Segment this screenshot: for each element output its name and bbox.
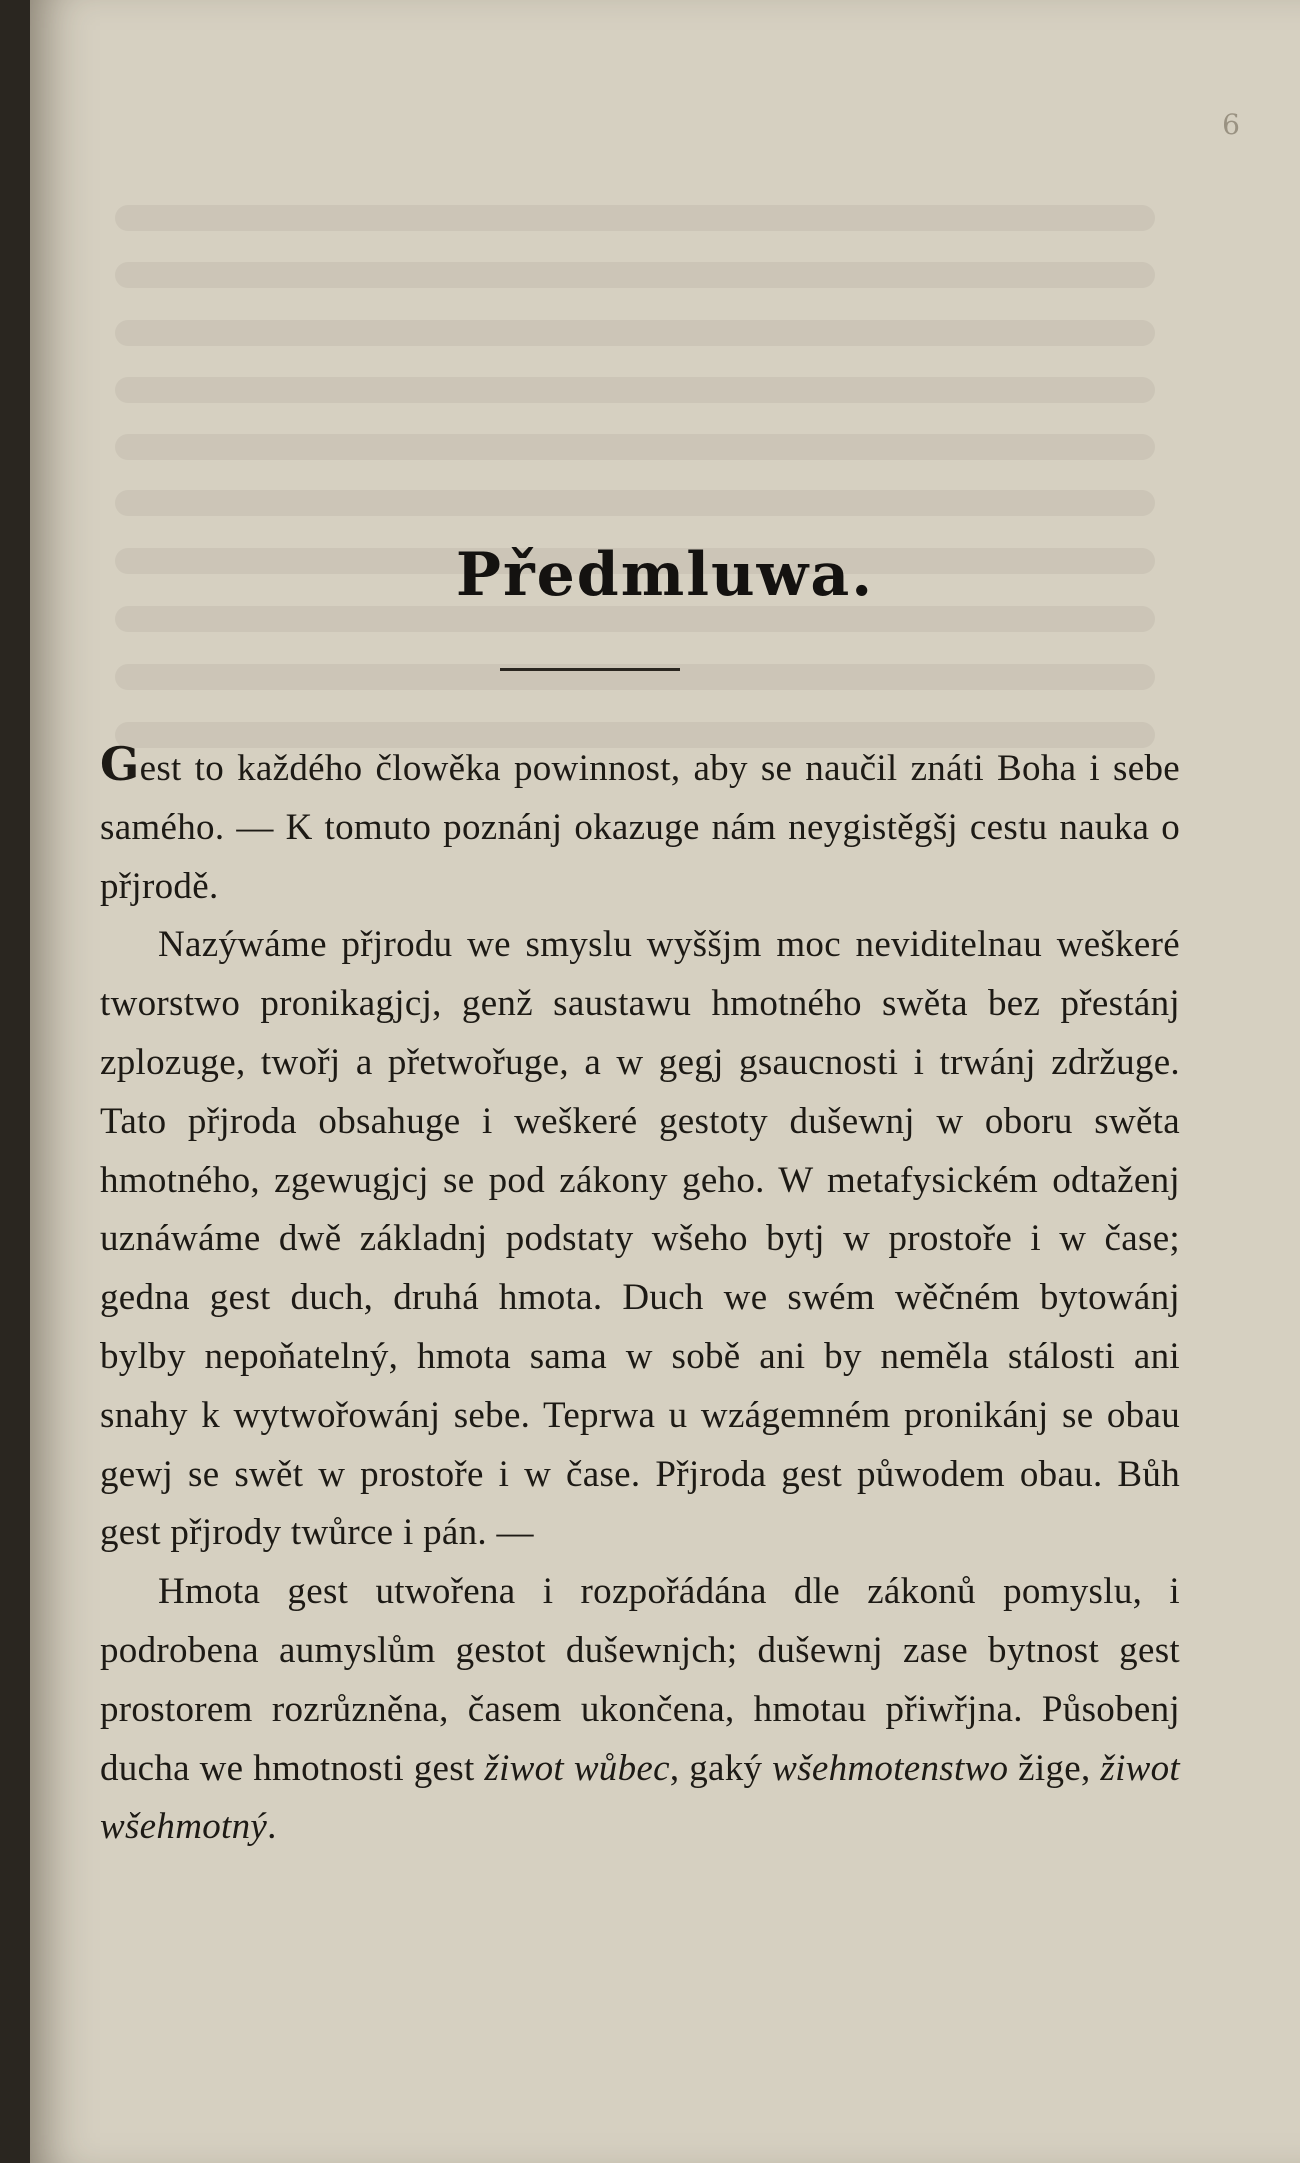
italic-term-3: žiwot wšehmotný	[100, 1747, 1181, 1848]
paragraph-3	[100, 1563, 1180, 1857]
paragraph-3-text-start: Hmota gest utwořena i rozpořádána dle zákonů pomyslu, i podrobena aumyslům gestot dušewnjch; dušewnj zase bytnost gest prostorem rozrůzněna, časem ukončena, hmotau přiwřjna. Působenj ducha we hmotnosti gest	[100, 1571, 1180, 1789]
paragraph-3-text-end: .	[267, 1806, 277, 1848]
body-text	[100, 735, 1180, 1857]
paragraph-3-text-mid-1: , gaký	[669, 1747, 773, 1789]
paragraph-1-text: est to každého člowěka powinnost, aby se naučil znáti Boha i sebe samého. — K tomuto poznánj okazuge nám neygistěgšj cestu nauka o přjrodě.	[100, 748, 1180, 907]
page-sheet	[30, 0, 1300, 2163]
paragraph-2: Nazýwáme přjrodu we smyslu wyššjm moc neviditelnau weškeré tworstwo pronikagjcj, genž saustawu hmotného swěta bez přestánj zplozuge, twořj a přetwořuge, a w gegj gsaucnosti i trwánj zdržuge. Tato přjroda obsahuge i weškeré gestoty dušewnj w oboru swěta hmotného, zgewugjcj se pod zákony geho. W metafysickém odtaženj uznáwáme dwě základnj podstaty wšeho bytj w prostoře i w čase; gedna gest duch, druhá hmota. Duch we swém wěčném bytowánj bylby nepoňatelný, hmota sama w sobě ani by neměla stálosti ani snahy k wytwořowánj sebe. Teprwa u wzágemném pronikánj se obau gewj se swět w prostoře i w čase. Přjroda gest půwodem obau. Bůh gest přjrody twůrce i pán. —	[100, 924, 1180, 1554]
italic-term-2: wšehmotenstwo	[772, 1747, 1009, 1789]
paragraph-1	[100, 735, 1180, 916]
paragraph-3-text-mid-2: žige,	[1008, 1747, 1101, 1789]
italic-term-1: žiwot wůbec	[484, 1747, 670, 1789]
page-number: 6	[1222, 108, 1240, 141]
page-title: Předmluwa.	[455, 540, 875, 610]
initial-letter: G	[100, 737, 140, 791]
title-divider	[500, 668, 680, 671]
